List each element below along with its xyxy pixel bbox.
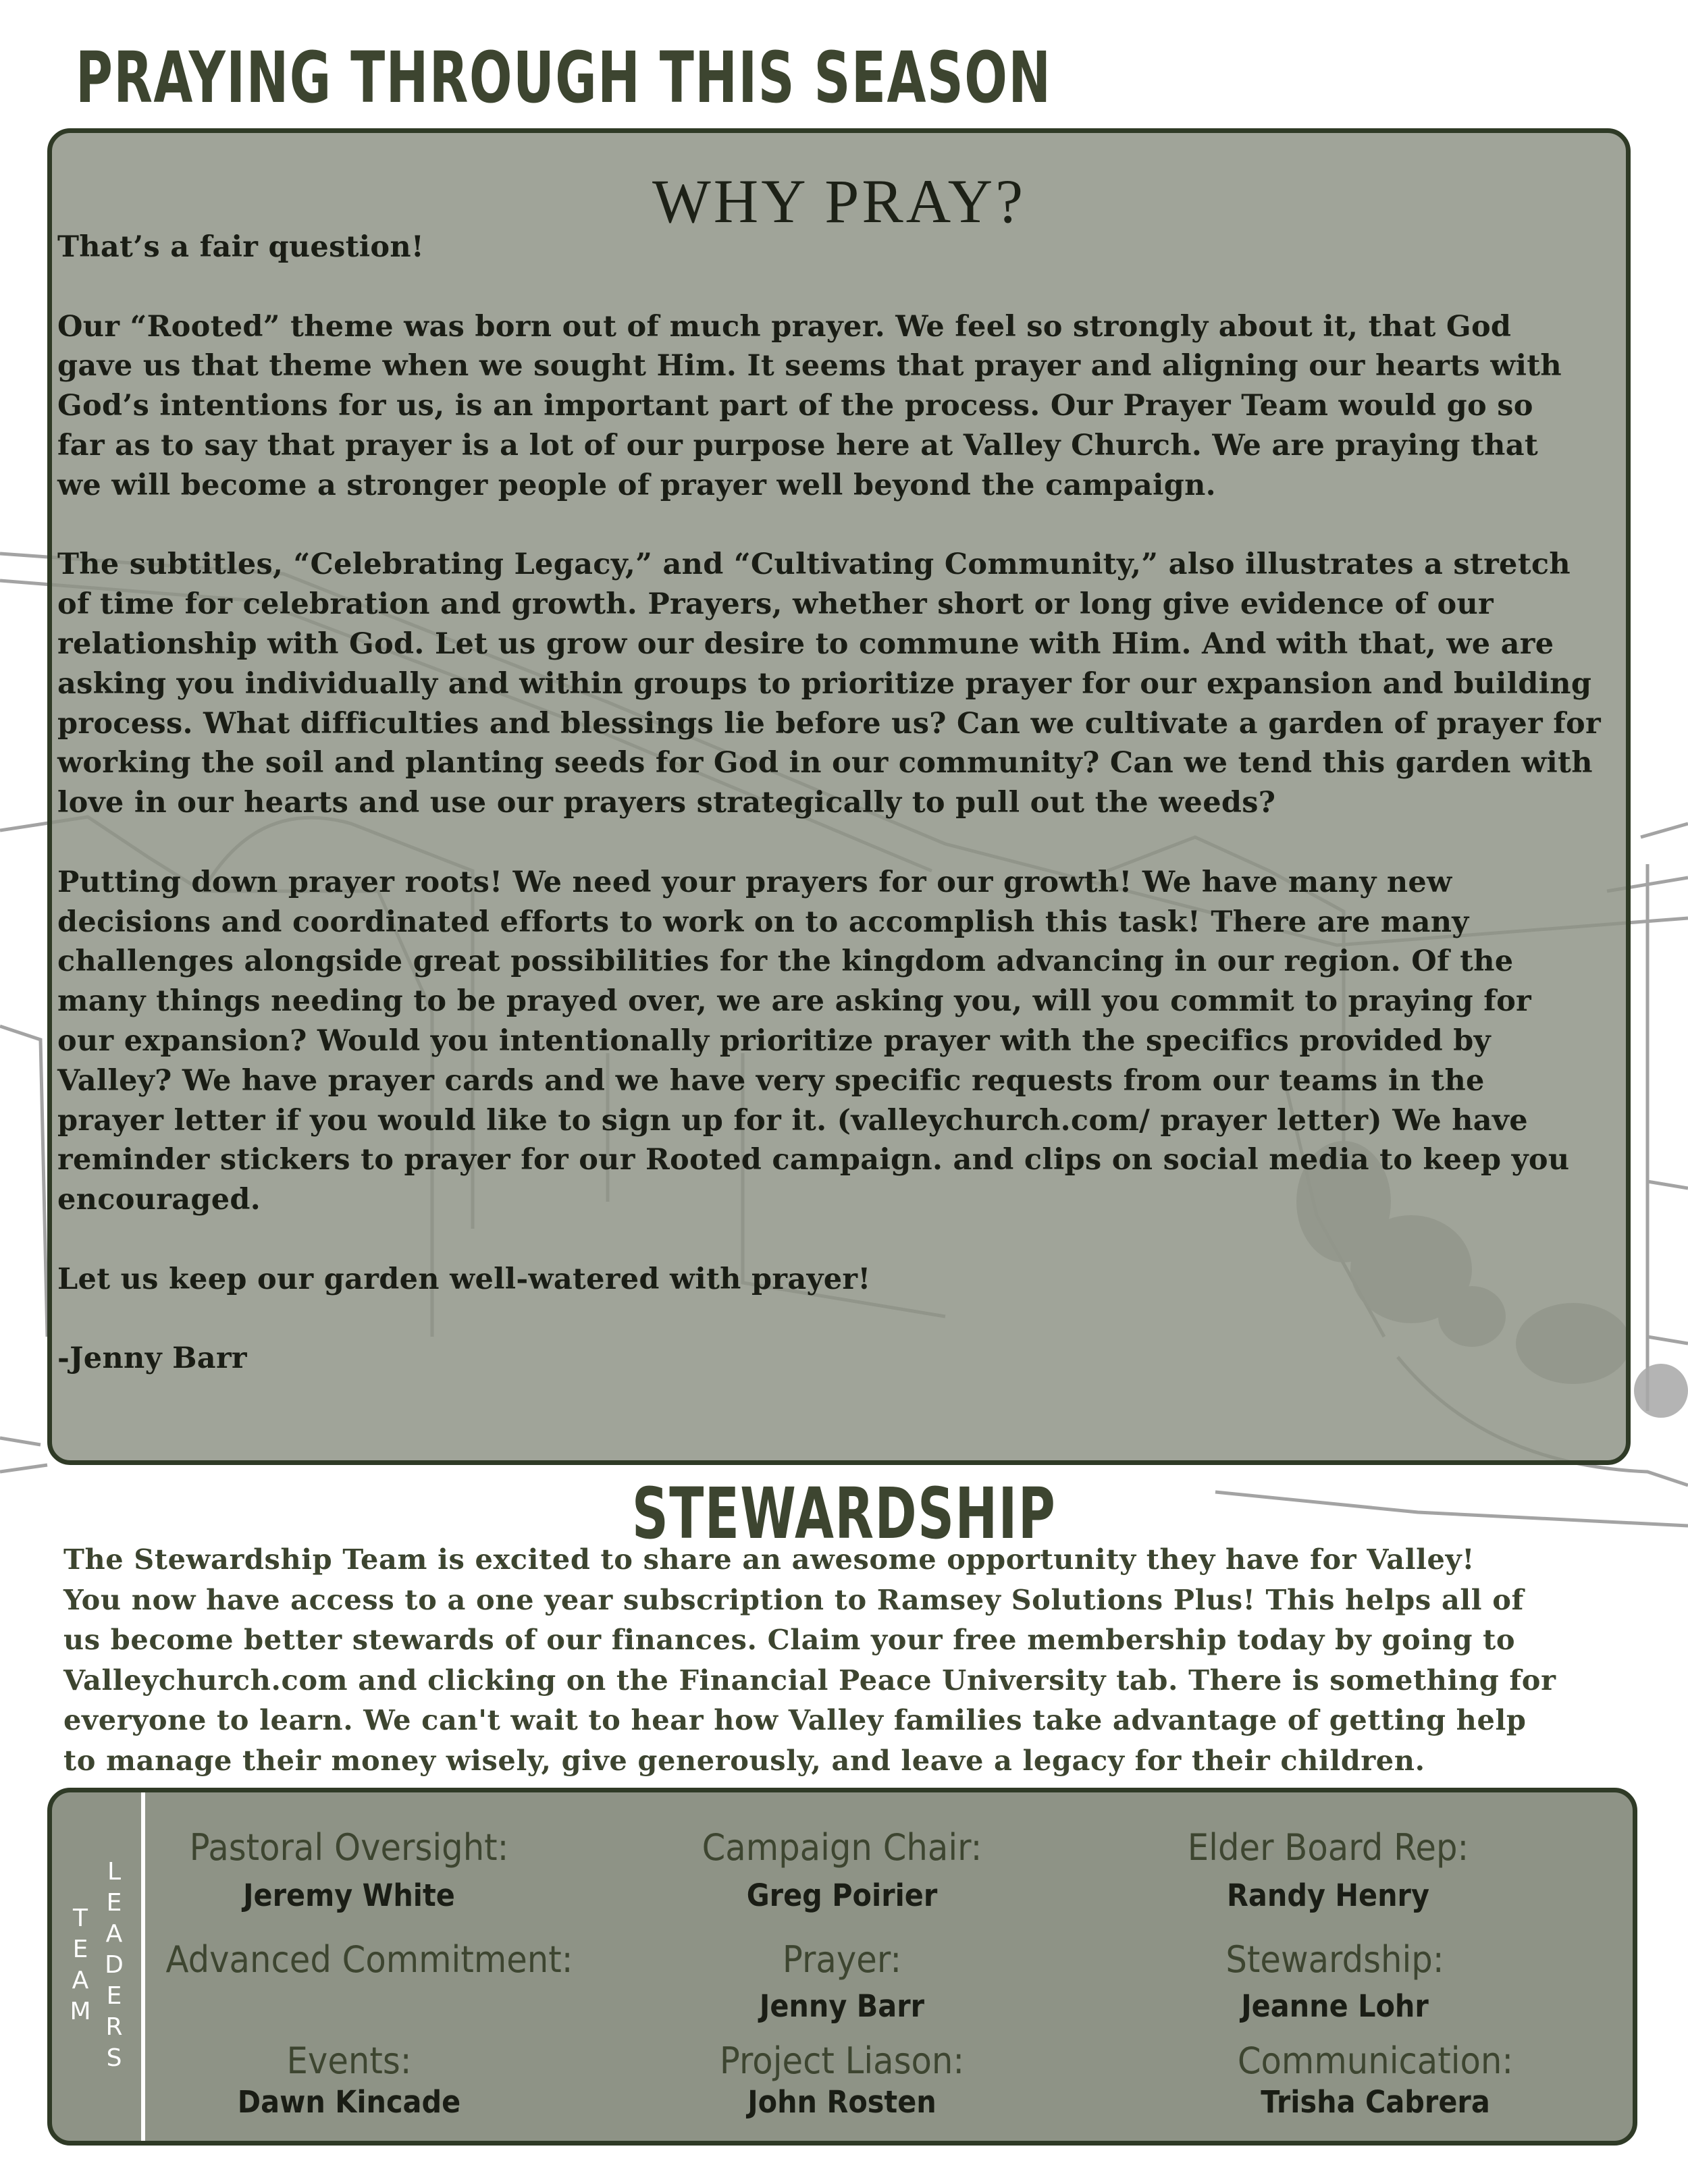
name-elder-board-rep: Randy Henry [1227,1877,1429,1913]
role-prayer: Prayer: [782,1938,902,1981]
leaders-letter: D [105,1951,124,1979]
leaders-letter: S [106,2044,122,2072]
role-campaign-chair: Campaign Chair: [702,1826,982,1869]
role-stewardship: Stewardship: [1225,1938,1444,1981]
name-stewardship: Jeanne Lohr [1241,1988,1429,2024]
stewardship-body: The Stewardship Team is excited to share an awesome opportunity they have for Valley! You now have access to a one year subscription to Ramsey Solutions Plus! This helps all of us become better stewards of our finances. Claim your free membership today by going to Valleychurch.com and clicking on the Financial Peace University tab. There is something for everyone to learn. We can't wait to hear how Valley families take advantage of getting help to manage their money wisely, give generously, and leave a legacy for their children. [63,1543,1556,1777]
role-pastoral-oversight: Pastoral Oversight: [189,1826,509,1869]
stewardship-heading: STEWARDSHIP [631,1472,1057,1555]
leaders-vertical-label [101,1857,128,2074]
team-letter: A [72,1967,89,1994]
leaders-letter: L [107,1858,122,1886]
team-leaders-panel [47,1788,1637,2146]
team-vertical-label [67,1903,94,2027]
name-prayer: Jenny Barr [759,1988,925,2024]
team-letter: T [73,1905,88,1932]
vertical-divider [141,1792,145,2141]
team-letter: E [72,1936,88,1963]
role-elder-board-rep: Elder Board Rep: [1187,1826,1469,1869]
leaders-letter: A [105,1920,123,1948]
role-communication: Communication: [1237,2040,1514,2082]
name-communication: Trisha Cabrera [1261,2084,1490,2120]
name-pastoral-oversight: Jeremy White [243,1877,455,1913]
why-pray-paragraph: Putting down prayer roots! We need your prayers for our growth! We have many new decisions and coordinated efforts to work on to accomplish this task! There are many challenges alongside great possibilities for the kingdom advancing in our region. Of the many things needing to be prayed over, we are asking you, will you commit to praying for our expansion? Would you intentionally prioritize prayer with the specifics provided by Valley? We have prayer cards and we have very specific requests from our teams in the prayer letter if you would like to sign up for it. (valleychurch.com/ prayer letter) We have reminder stickers to prayer for our Rooted campaign. and clips on social media to keep you encouraged. [57,865,1570,1217]
why-pray-body [57,228,1631,1379]
name-campaign-chair: Greg Poirier [746,1877,938,1913]
why-pray-paragraph: That’s a fair question! [57,230,425,264]
name-events: Dawn Kincade [237,2084,461,2120]
why-pray-signature: -Jenny Barr [57,1341,247,1376]
leaders-letter: E [106,1982,122,2010]
role-advanced-commitment: Advanced Commitment: [165,1938,573,1981]
role-events: Events: [286,2040,412,2082]
leaders-letter: E [106,1889,122,1917]
why-pray-paragraph: Our “Rooted” theme was born out of much prayer. We feel so strongly about it, that God gave us that theme when we sought Him. It seems that prayer and aligning our hearts with God’s intentions for us, is an important part of the process. Our Prayer Team would go so far as to say that prayer is a lot of our purpose here at Valley Church. We are praying that we will become a stronger people of prayer well beyond the campaign. [57,309,1562,502]
why-pray-paragraph: The subtitles, “Celebrating Legacy,” and “Cultivating Community,” also illustrates a stretch of time for celebration and growth. Prayers, whether short or long give evidence of our relationship with God. Let us grow our desire to commune with Him. And with that, we are asking you individually and within groups to prioritize prayer for our expansion and building process. What difficulties and blessings lie before us? Can we cultivate a garden of prayer for working the soil and planting seeds for God in our community? Can we tend this garden with love in our hearts and use our prayers strategically to pull out the weeds? [57,548,1601,820]
team-letter: M [70,1998,91,2025]
why-pray-panel [47,128,1631,1465]
why-pray-paragraph: Let us keep our garden well-watered with prayer! [57,1262,871,1296]
role-project-liason: Project Liason: [719,2040,965,2082]
why-pray-heading: WHY PRAY? [652,167,1026,236]
name-project-liason: John Rosten [747,2084,937,2120]
page-title: PRAYING THROUGH THIS SEASON [76,36,1052,119]
leaders-letter: R [105,2013,123,2041]
